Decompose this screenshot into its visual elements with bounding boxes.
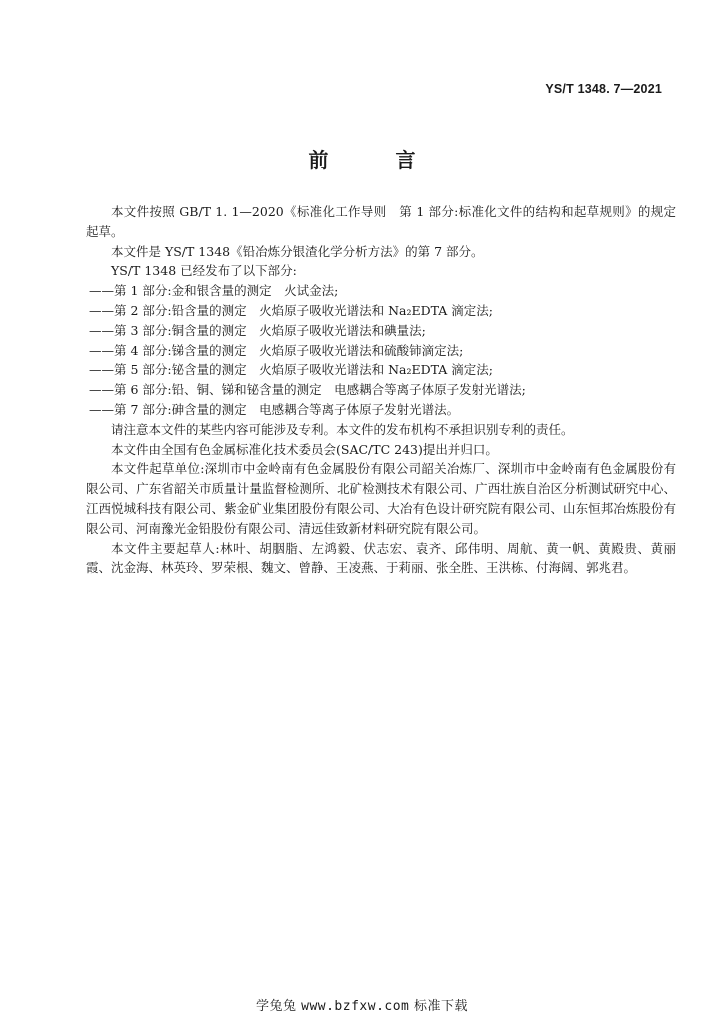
paragraph-patent-notice: 请注意本文件的某些内容可能涉及专利。本文件的发布机构不承担识别专利的责任。 [111, 421, 574, 437]
list-item-part-7: ——第 7 部分:砷含量的测定 电感耦合等离子体原子发射光谱法。 [89, 401, 460, 417]
paragraph-committee: 本文件由全国有色金属标准化技术委员会(SAC/TC 243)提出并归口。 [111, 441, 498, 457]
paragraph-part-statement: 本文件是 YS/T 1348《铅冶炼分银渣化学分析方法》的第 7 部分。 [111, 243, 484, 259]
page-title: 前 言 [308, 148, 446, 172]
list-item-part-2: ——第 2 部分:铅含量的测定 火焰原子吸收光谱法和 Na₂EDTA 滴定法; [89, 302, 493, 318]
paragraph-drafting-rules: 本文件按照 GB/T 1. 1—2020《标准化工作导则 第 1 部分:标准化文件的结构和起草规则》的规定起草。 [86, 204, 676, 239]
standard-code: YS/T 1348. 7—2021 [545, 82, 662, 96]
footer-tagline: 标准下载 [414, 999, 469, 1014]
list-item-part-1: ——第 1 部分:金和银含量的测定 火试金法; [89, 283, 339, 299]
footer-site-name: 学兔兔 [255, 999, 297, 1014]
list-item-part-3: ——第 3 部分:铜含量的测定 火焰原子吸收光谱法和碘量法; [89, 322, 426, 338]
document-body [86, 202, 676, 578]
list-item-part-4: ——第 4 部分:锑含量的测定 火焰原子吸收光谱法和硫酸铈滴定法; [89, 342, 464, 358]
paragraph-drafting-units: 本文件起草单位:深圳市中金岭南有色金属股份有限公司韶关冶炼厂、深圳市中金岭南有色金属股份有限公司、广东省韶关市质量计量监督检测所、北矿检测技术有限公司、广西壮族自治区分析测试研究中心、江西悦城科技有限公司、紫金矿业集团股份有限公司、大冶有色设计研究院有限公司、山东恒邦冶炼股份有限公司、河南豫光金铅股份有限公司、清远佳致新材料研究院有限公司。 [86, 461, 676, 536]
list-item-part-6: ——第 6 部分:铅、铜、锑和铋含量的测定 电感耦合等离子体原子发射光谱法; [89, 382, 526, 398]
footer-watermark [0, 995, 724, 1014]
list-item-part-5: ——第 5 部分:铋含量的测定 火焰原子吸收光谱法和 Na₂EDTA 滴定法; [89, 362, 493, 378]
paragraph-published-parts: YS/T 1348 已经发布了以下部分: [111, 263, 297, 279]
paragraph-drafters: 本文件主要起草人:林叶、胡胭脂、左鸿毅、伏志宏、袁齐、邱伟明、周航、黄一帆、黄殿贵、黄丽霞、沈金海、林英玲、罗荣根、魏文、曾静、王凌燕、于莉丽、张全胜、王洪栋、付海阔、郭兆君。 [86, 540, 676, 576]
footer-url[interactable]: www.bzfxw.com [301, 999, 410, 1014]
